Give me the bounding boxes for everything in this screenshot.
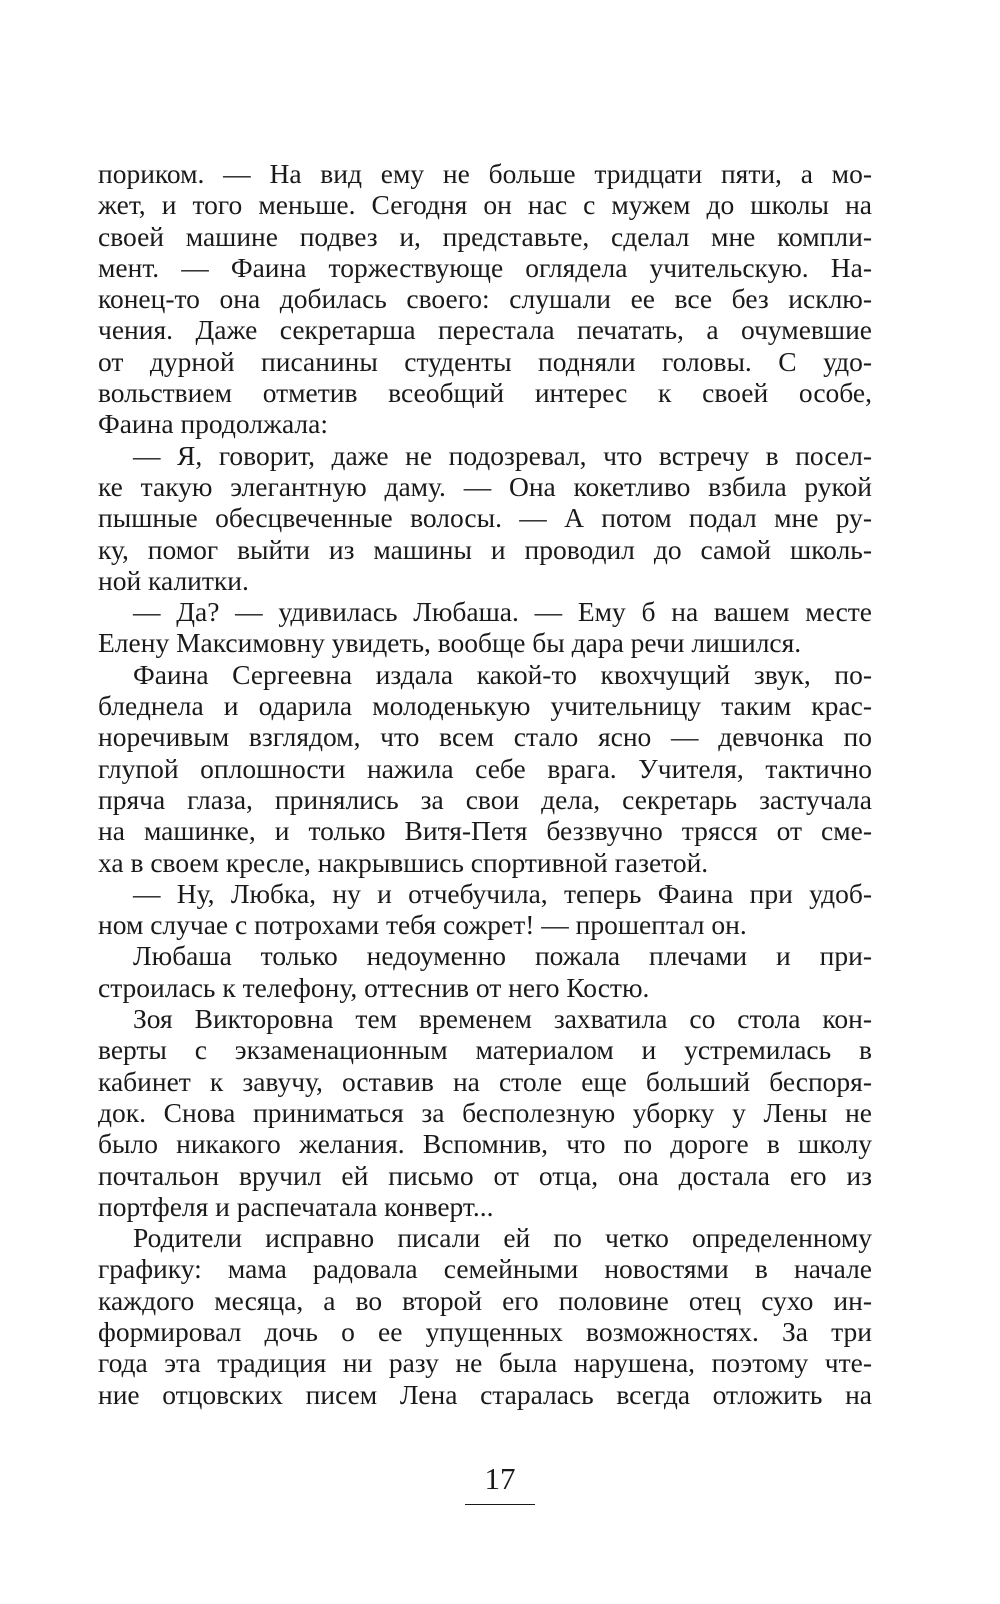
- text-line: было никакого желания. Вспомнив, что по дороге в школу: [98, 1128, 872, 1160]
- text-line: бледнела и одарила молоденькую учительницу таким крас-: [98, 690, 872, 722]
- text-line: ке такую элегантную даму. — Она кокетливо взбила рукой: [98, 470, 872, 502]
- text-line: ха в своем кресле, накрывшись спортивной газетой.: [98, 846, 709, 878]
- text-line: — Ну, Любка, ну и отчебучила, теперь Фаина при удоб-: [133, 877, 872, 909]
- text-line: пышные обесцвеченные волосы. — А потом подал мне ру-: [98, 502, 872, 534]
- text-line: на машинке, и только Витя-Петя беззвучно трясся от сме-: [98, 815, 872, 847]
- text-line: верты с экзаменационным материалом и устремилась в: [98, 1034, 872, 1066]
- text-line: своей машине подвез и, представьте, сделал мне компли-: [98, 220, 872, 252]
- text-line: строилась к телефону, оттеснив от него Костю.: [98, 971, 650, 1003]
- text-line: пряча глаза, принялись за свои дела, секретарь застучала: [98, 783, 872, 815]
- text-line: года эта традиция ни разу не была нарушена, поэтому чте-: [98, 1347, 872, 1379]
- text-line: — Я, говорит, даже не подозревал, что встречу в посел-: [133, 439, 872, 471]
- page-number: 17: [484, 1461, 516, 1496]
- text-line: ние отцовских писем Лена старалась всегда отложить на: [98, 1378, 872, 1410]
- text-line: Зоя Викторовна тем временем захватила со стола кон-: [133, 1003, 872, 1035]
- text-line: норечивым взглядом, что всем стало ясно — девчонка по: [98, 721, 872, 753]
- text-line: вольствием отметив всеобщий интерес к своей особе,: [98, 377, 872, 409]
- text-line: кабинет к завучу, оставив на столе еще больший беспоря-: [98, 1065, 872, 1097]
- text-line: Фаина продолжала:: [98, 408, 328, 440]
- text-line: Родители исправно писали ей по четко определенному: [133, 1222, 872, 1254]
- text-line: Елену Максимовну увидеть, вообще бы дара речи лишился.: [98, 627, 802, 659]
- text-line: глупой оплошности нажила себе врага. Учителя, тактично: [98, 752, 872, 784]
- text-line: конец-то она добилась своего: слушали ее все без исклю-: [98, 283, 872, 315]
- page-number-underline: [465, 1504, 535, 1505]
- text-line: от дурной писанины студенты подняли головы. С удо-: [98, 345, 872, 377]
- text-line: Фаина Сергеевна издала какой-то квохчущий звук, по-: [133, 658, 872, 690]
- text-line: Любаша только недоуменно пожала плечами и при-: [133, 940, 872, 972]
- text-line: ку, помог выйти из машины и проводил до самой школь-: [98, 533, 872, 565]
- text-line: док. Снова приниматься за бесполезную уборку у Лены не: [98, 1096, 872, 1128]
- text-line: портфеля и распечатала конверт...: [98, 1190, 494, 1222]
- text-line: ной калитки.: [98, 564, 249, 596]
- text-line: мент. — Фаина торжествующе оглядела учительскую. На-: [98, 251, 872, 283]
- text-line: формировал дочь о ее упущенных возможностях. За три: [98, 1315, 872, 1347]
- body-text: [98, 158, 872, 1410]
- text-line: пориком. — На вид ему не больше тридцати пяти, а мо-: [98, 158, 872, 189]
- text-line: графику: мама радовала семейными новостями в начале: [98, 1253, 872, 1285]
- text-line: жет, и того меньше. Сегодня он нас с мужем до школы на: [98, 189, 872, 221]
- text-line: — Да? — удивилась Любаша. — Ему б на вашем месте: [133, 596, 872, 628]
- text-line: каждого месяца, а во второй его половине отец сухо ин-: [98, 1284, 872, 1316]
- text-line: ном случае с потрохами тебя сожрет! — прошептал он.: [98, 909, 747, 941]
- text-line: чения. Даже секретарша перестала печатать, а очумевшие: [98, 314, 872, 346]
- text-line: почтальон вручил ей письмо от отца, она достала его из: [98, 1159, 872, 1191]
